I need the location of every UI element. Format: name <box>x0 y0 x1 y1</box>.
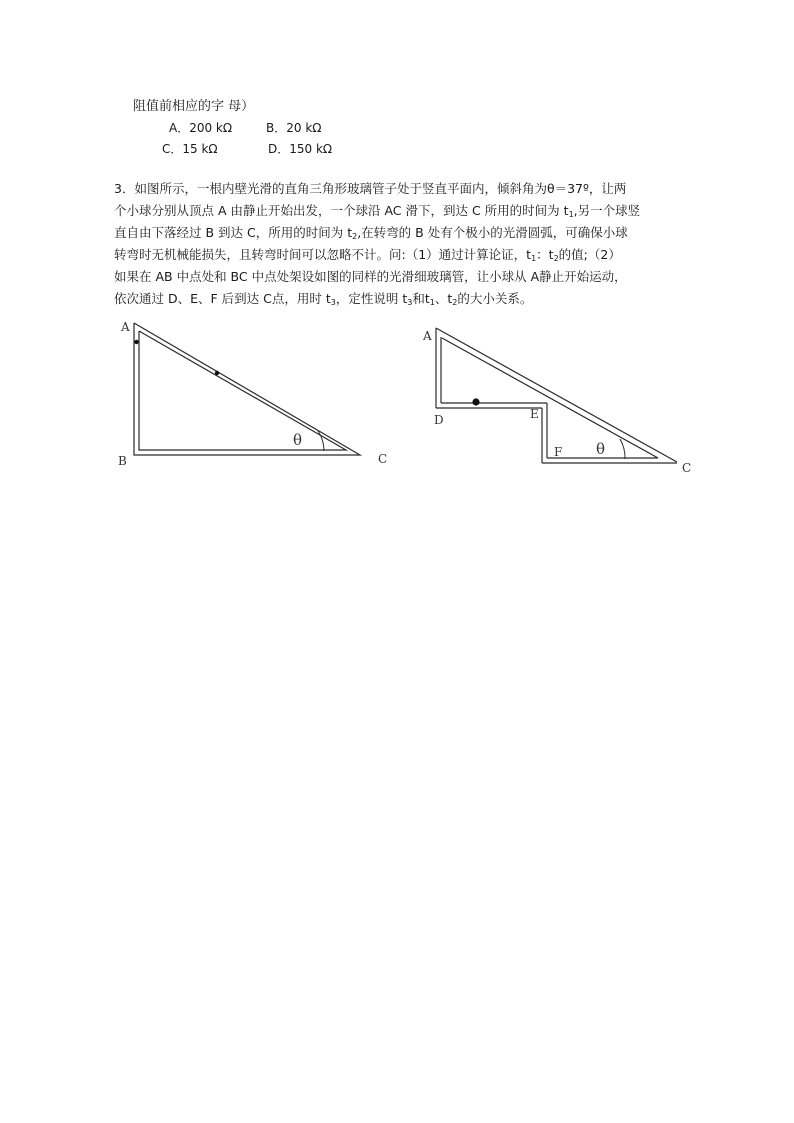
text-segment: 和t <box>412 291 430 306</box>
question3-text <box>114 178 704 310</box>
text-segment: 转弯时无机械能损失，且转弯时间可以忽略不计。问:（1）通过计算论证，t <box>114 247 532 262</box>
tube-outer-wall <box>134 323 360 455</box>
option-b: B．20 kΩ <box>266 121 322 135</box>
text-segment: 3．如图所示，一根内壁光滑的直角三角形玻璃管子处于竖直平面内，倾斜角为θ＝37º，让两 <box>114 181 627 196</box>
label-theta: θ <box>293 431 303 449</box>
label-f: F <box>554 445 563 459</box>
text-segment: 的值;（2） <box>558 247 621 262</box>
text-segment: ，定性说明 t <box>335 291 408 306</box>
text-segment: 的大小关系。 <box>457 291 533 306</box>
option-c: C．15 kΩ <box>162 142 218 156</box>
text-segment: ,在转弯的 B 处有个极小的光滑圆弧，可确保小球 <box>357 225 628 240</box>
figure-left-triangle-tube <box>110 315 400 475</box>
question3-line-2 <box>114 200 704 222</box>
ball-on-ac <box>215 371 219 375</box>
ball-on-ab <box>134 340 138 344</box>
label-theta: θ <box>596 440 606 458</box>
tube-hypotenuse-inner <box>442 338 658 458</box>
label-c: C <box>378 452 388 466</box>
option-d: D．150 kΩ <box>268 142 333 156</box>
subscript: 1 <box>531 254 537 263</box>
subscript: 3 <box>330 298 336 307</box>
question3-line-1 <box>114 178 704 200</box>
label-a: A <box>121 320 130 334</box>
subscript: 2 <box>553 254 559 263</box>
question3-line-4 <box>114 244 704 266</box>
question3-line-3 <box>114 222 704 244</box>
subscript: 3 <box>407 298 413 307</box>
question2-continuation: 阻值前相应的字 母） <box>133 99 255 114</box>
text-segment: 、t <box>434 291 453 306</box>
question3-line-5 <box>114 266 704 288</box>
label-c: C <box>682 461 692 475</box>
label-e: E <box>530 407 539 421</box>
label-d: D <box>434 413 444 427</box>
tube-inner-wall <box>139 331 346 450</box>
tube-hypotenuse-outer <box>436 328 677 462</box>
text-segment: 依次通过 D、E、F 后到达 C点，用时 t <box>114 291 331 306</box>
label-b: B <box>118 454 127 468</box>
question3-line-6 <box>114 288 704 310</box>
ball-on-de <box>472 398 479 405</box>
label-a: A <box>423 329 432 343</box>
text-segment: 如果在 AB 中点处和 BC 中点处架设如图的同样的光滑细玻璃管，让小球从 A静止开始运动， <box>114 269 627 284</box>
text-segment: 个小球分别从顶点 A 由静止开始出发，一个球沿 AC 滑下，到达 C 所用的时间为 t <box>114 203 569 218</box>
subscript: 1 <box>429 298 435 307</box>
subscript: 1 <box>568 210 574 219</box>
text-segment: ：t <box>536 247 554 262</box>
option-a: A．200 kΩ <box>169 121 233 135</box>
angle-arc <box>620 439 625 459</box>
subscript: 2 <box>452 298 458 307</box>
text-segment: 直自由下落经过 B 到达 C，所用的时间为 t <box>114 225 353 240</box>
figure-right-stepped-tube <box>420 320 710 480</box>
text-segment: ,另一个球竖 <box>573 203 641 218</box>
subscript: 2 <box>352 232 358 241</box>
